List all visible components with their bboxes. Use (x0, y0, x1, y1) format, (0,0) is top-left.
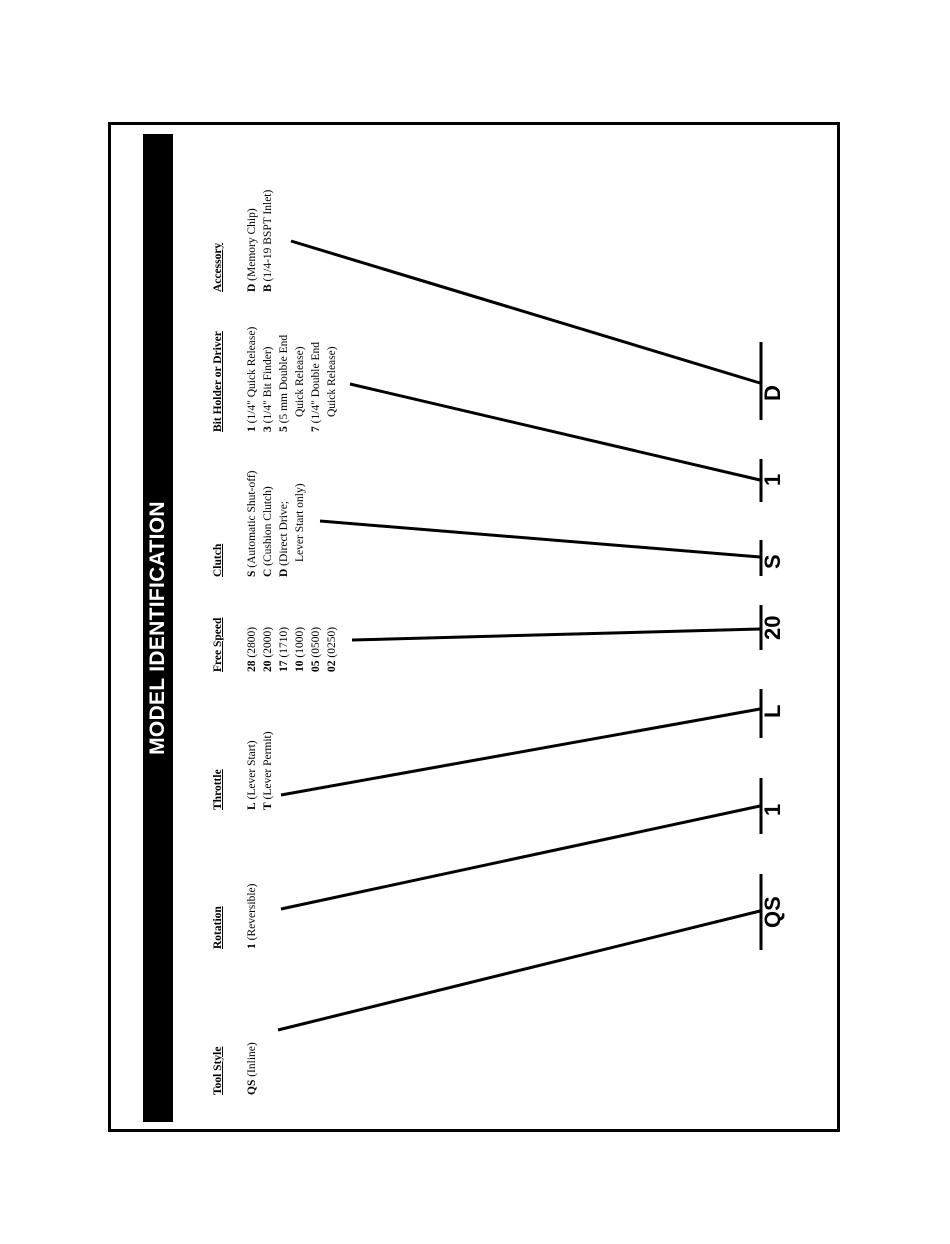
list-item: 20 (2000) (262, 626, 274, 672)
model-code-rotation: 1 (760, 803, 785, 816)
list-item: D (Memory Chip) (246, 208, 258, 292)
column-tool-style (210, 1042, 260, 1095)
list-item: 5 (5 mm Double End (278, 334, 290, 432)
column-heading: Rotation (212, 906, 224, 949)
list-item: 10 (1000) (294, 626, 306, 672)
page-title: MODEL IDENTIFICATION (143, 134, 173, 1122)
list-item: D (Direct Drive; (278, 500, 290, 577)
column-heading: Tool Style (212, 1046, 224, 1095)
list-item: 3 (1/4" Bit Finder) (262, 346, 274, 432)
column-heading: Accessory (212, 242, 224, 292)
column-throttle (210, 731, 276, 810)
list-item: 7 (1/4" Double End (310, 342, 322, 432)
model-code-clutch: S (760, 554, 785, 569)
model-code-free-speed: 20 (760, 615, 785, 640)
list-item: QS (Inline) (246, 1042, 258, 1095)
list-item: B (1/4-19 BSPT Inlet) (262, 189, 274, 292)
list-item-continued: Quick Release) (326, 346, 338, 417)
list-item: 28 (2800) (246, 626, 258, 672)
column-rotation (210, 884, 260, 949)
list-item-continued: Quick Release) (294, 346, 306, 417)
list-item: 05 (0500) (310, 626, 322, 672)
list-item: 1 (Reversible) (246, 883, 258, 949)
column-heading: Throttle (212, 769, 224, 810)
column-heading: Clutch (212, 543, 224, 577)
list-item-continued: Lever Start only) (294, 483, 306, 562)
list-item: 02 (0250) (326, 626, 338, 672)
list-item: 1 (1/4" Quick Release) (246, 326, 258, 432)
model-code-tool-style: QS (760, 896, 785, 928)
column-heading: Bit Holder or Driver (212, 331, 224, 432)
list-item: T (Lever Permit) (262, 731, 274, 810)
list-item: S (Automatic Shut-off) (246, 470, 258, 577)
model-code-accessory: D (760, 385, 785, 401)
list-item: L (Lever Start) (246, 740, 258, 810)
model-code-bit-holder: 1 (760, 473, 785, 486)
list-item: C (Cushion Clutch) (262, 486, 274, 577)
rotated-content (143, 132, 843, 1122)
list-item: 17 (1710) (278, 626, 290, 672)
model-code-throttle: L (760, 704, 785, 718)
column-bit-holder (210, 327, 340, 432)
column-clutch (210, 471, 308, 577)
column-accessory (210, 190, 276, 292)
column-free-speed (210, 618, 340, 672)
column-heading: Free Speed (212, 617, 224, 672)
